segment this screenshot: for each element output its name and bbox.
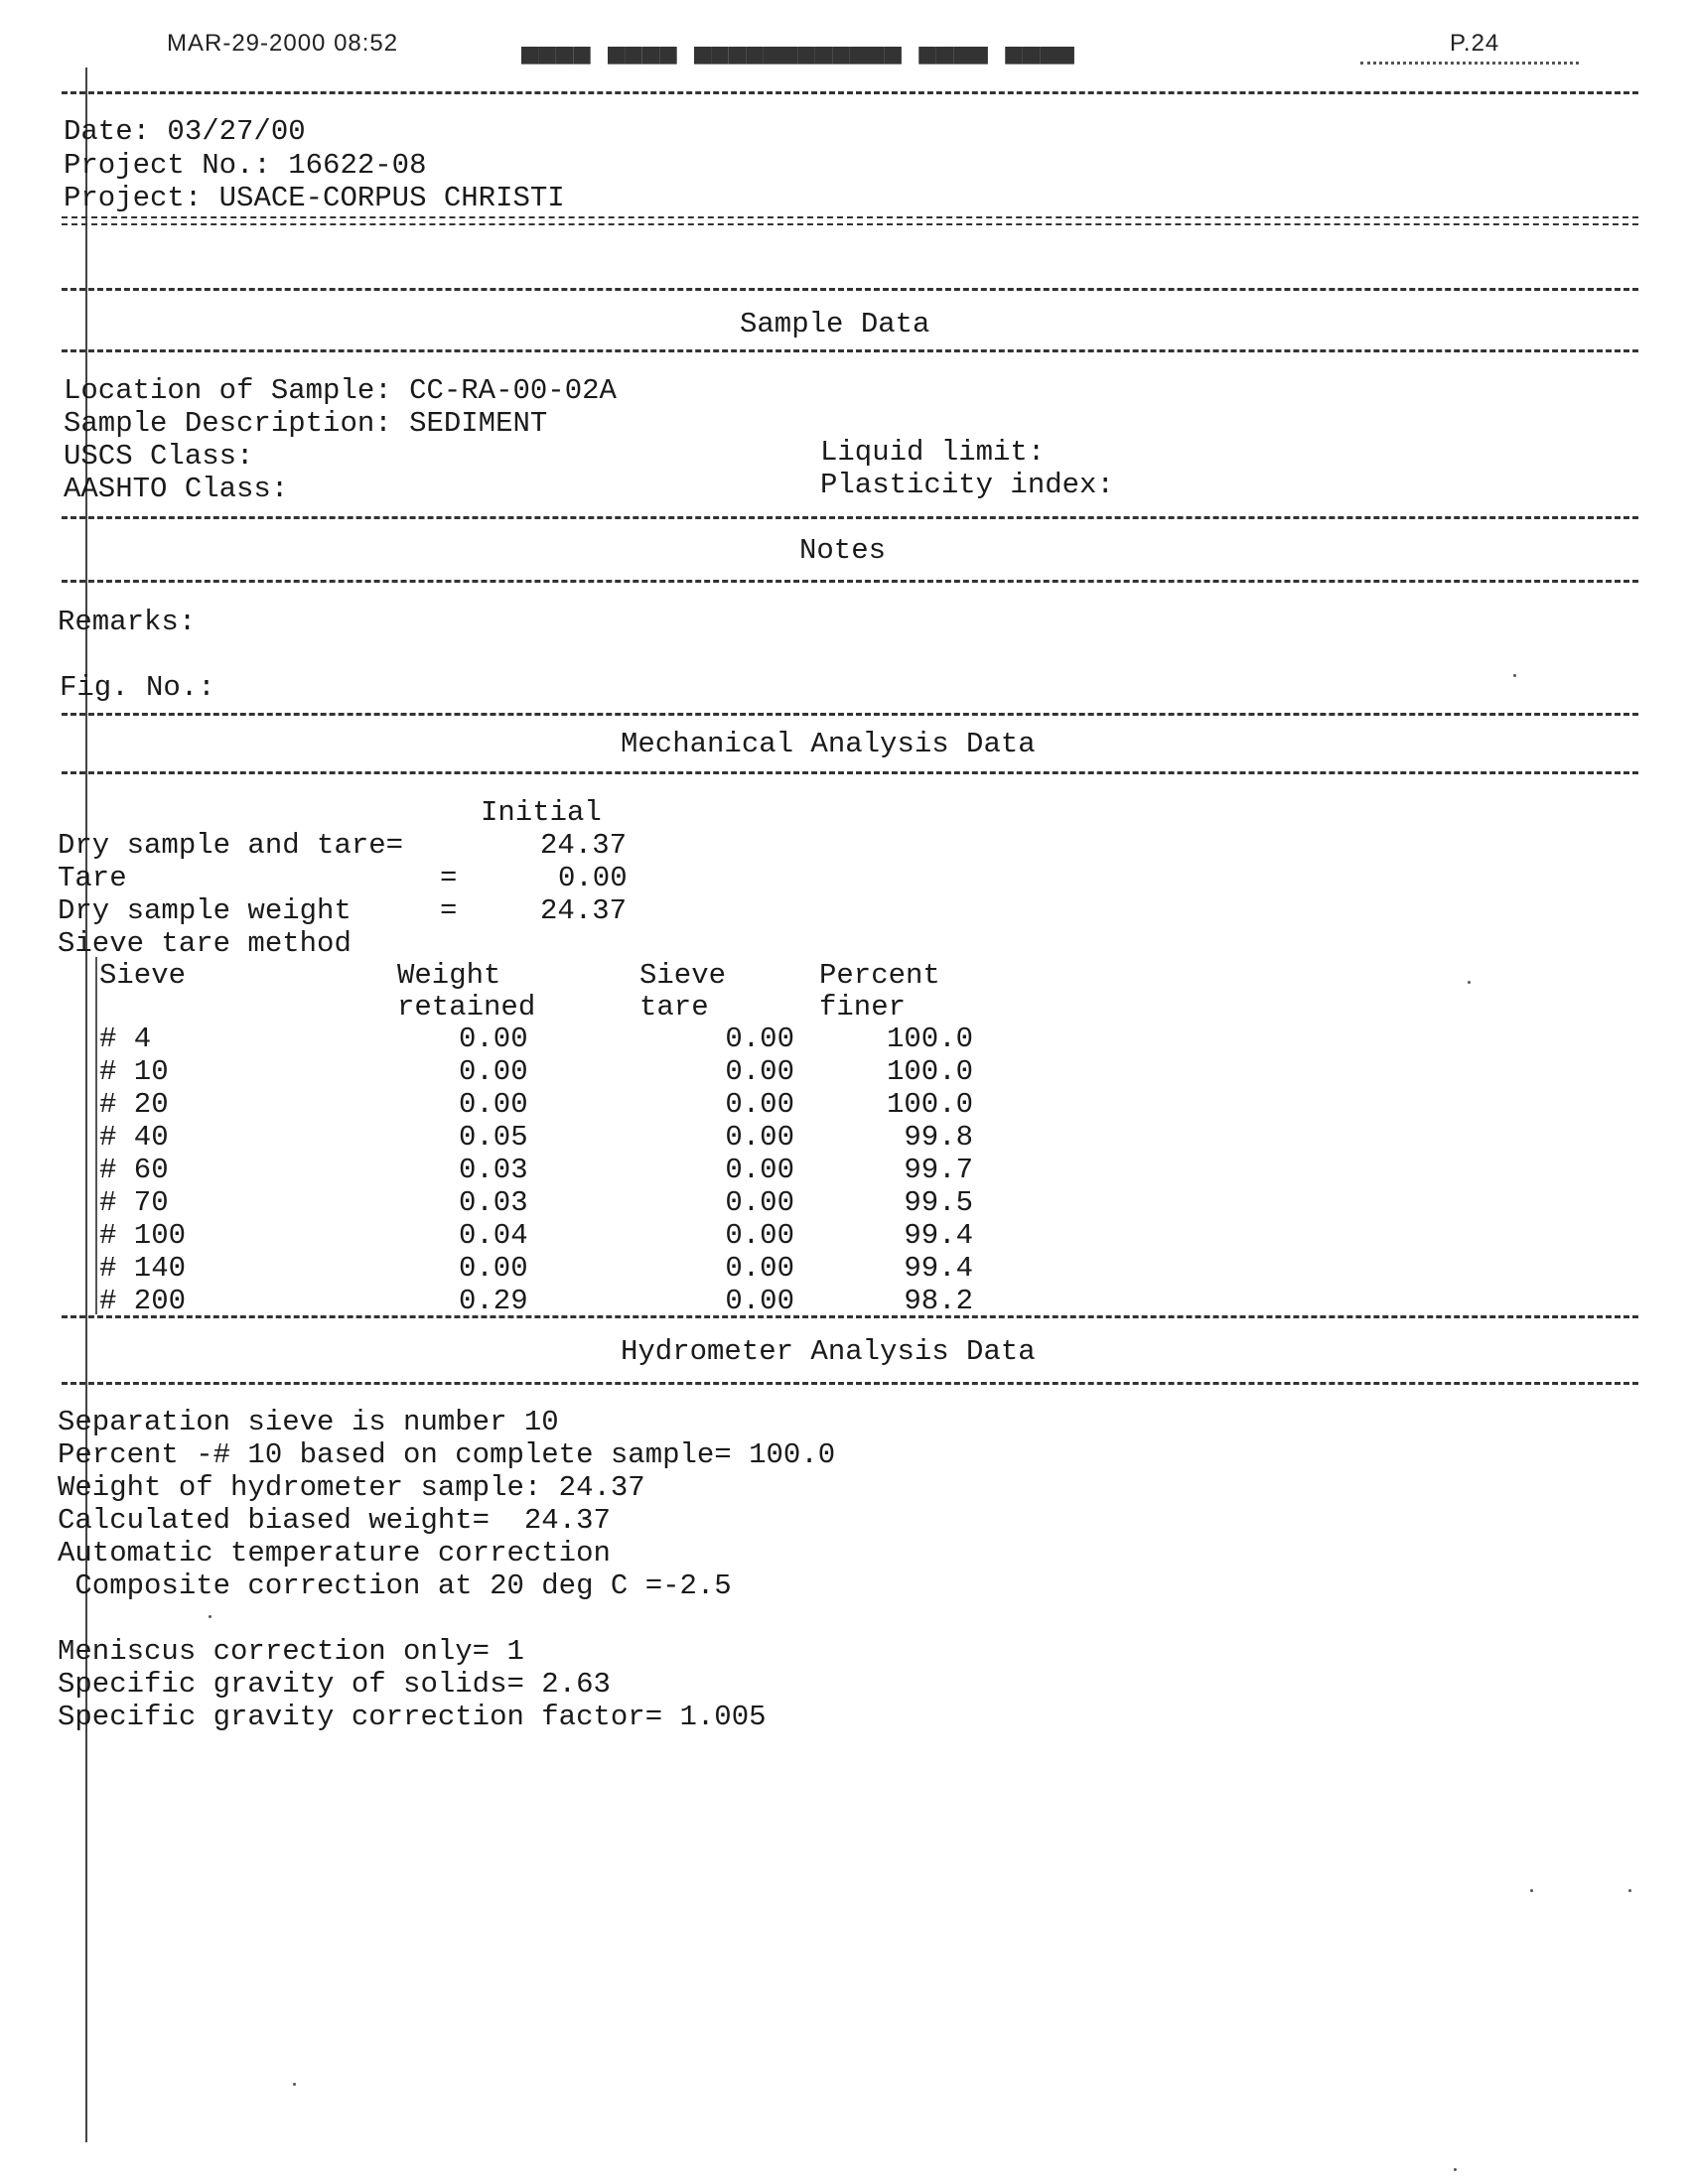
project-value: USACE-CORPUS CHRISTI [218,182,565,214]
separator [62,288,1638,291]
dry-weight-value: 24.37 [540,894,628,927]
cutoff-title-remnant: ▄▄▄▄ ▄▄▄▄ ▄▄▄▄▄▄▄▄▄▄▄▄ ▄▄▄▄ ▄▄▄▄ [521,32,1074,65]
finer-cell: 100.0 [886,1088,973,1121]
table-row [99,1285,973,1317]
finer-cell: 99.4 [904,1252,973,1285]
table-row [99,1154,973,1186]
tare-cell: 0.00 [725,1219,794,1252]
uscs-line: USCS Class: [64,440,254,473]
dry-weight-label: Dry sample weight [58,894,352,927]
hydrometer-line: Composite correction at 20 deg C =-2.5 [58,1570,732,1602]
location-value: CC-RA-00-02A [409,374,617,407]
weight-cell: 0.00 [459,1252,528,1285]
hydrometer-line: Weight of hydrometer sample: 24.37 [58,1471,645,1504]
sieve-cell: # 4 [99,1023,152,1055]
fax-page-number: P.24 [1450,30,1500,57]
weight-cell: 0.05 [459,1121,528,1154]
col-header-weight-1: Weight [397,959,501,992]
project-no-value: 16622-08 [288,149,427,182]
sieve-cell: # 70 [99,1186,169,1219]
separator [62,1315,1638,1318]
table-row [99,1252,973,1285]
scan-speck [1468,981,1471,984]
col-header-finer-1: Percent [819,959,940,992]
scan-speck [1628,1889,1631,1892]
mechanical-heading: Mechanical Analysis Data [621,728,1036,760]
finer-cell: 99.7 [904,1154,973,1186]
weight-cell: 0.29 [459,1285,528,1317]
sieve-cell: # 140 [99,1252,187,1285]
finer-cell: 100.0 [886,1055,973,1088]
separator [62,771,1638,774]
finer-cell: 98.2 [904,1285,973,1317]
cutoff-header-remnant [1360,62,1579,65]
hydrometer-line: Automatic temperature correction [58,1537,611,1570]
sieve-table [99,1023,973,1317]
col-header-finer-2: finer [819,991,907,1024]
tare-cell: 0.00 [725,1252,794,1285]
sieve-cell: # 10 [99,1055,169,1088]
sieve-cell: # 200 [99,1285,187,1317]
sieve-cell: # 20 [99,1088,169,1121]
col-header-weight-2: retained [397,991,536,1024]
col-header-tare-1: Sieve [639,959,727,992]
tare-label: Tare [58,862,127,894]
plasticity-line: Plasticity index: [820,469,1114,501]
hydrometer-heading: Hydrometer Analysis Data [621,1335,1036,1368]
fig-no-line: Fig. No.: [60,671,215,704]
weight-cell: 0.00 [459,1023,528,1055]
table-row [99,1219,973,1252]
table-row [99,1186,973,1219]
tare-value: 0.00 [558,862,628,894]
separator [62,580,1638,583]
scan-speck [1530,1889,1533,1892]
separator [62,516,1638,519]
separator [62,1382,1638,1385]
dry-weight-equals: = [440,894,458,927]
hydrometer-line: Specific gravity of solids= 2.63 [58,1668,611,1701]
finer-cell: 99.4 [904,1219,973,1252]
double-separator [62,216,1638,225]
tare-cell: 0.00 [725,1055,794,1088]
aashto-line: AASHTO Class: [64,473,289,505]
notes-heading: Notes [799,534,887,567]
location-line: Location of Sample: CC-RA-00-02A [64,374,617,407]
weight-cell: 0.00 [459,1055,528,1088]
dry-tare-label: Dry sample and tare= [58,829,404,862]
dry-tare-value: 24.37 [540,829,628,862]
tare-cell: 0.00 [725,1088,794,1121]
project-no-line: Project No.: 16622-08 [64,149,427,182]
weight-cell: 0.04 [459,1219,528,1252]
hydrometer-line [58,1602,835,1635]
weight-cell: 0.00 [459,1088,528,1121]
sample-data-heading: Sample Data [740,308,930,341]
tare-cell: 0.00 [725,1121,794,1154]
hydrometer-line: Separation sieve is number 10 [58,1406,559,1438]
hydrometer-line: Percent -# 10 based on complete sample= 100.0 [58,1438,836,1471]
scan-speck [293,2083,296,2086]
finer-cell: 99.8 [904,1121,973,1154]
table-row [99,1088,973,1121]
weight-cell: 0.03 [459,1186,528,1219]
separator [62,713,1638,716]
tare-equals: = [440,862,458,894]
sieve-cell: # 60 [99,1154,169,1186]
date-value: 03/27/00 [167,115,306,148]
fax-timestamp: MAR-29-2000 08:52 [167,30,399,57]
table-row [99,1121,973,1154]
hydrometer-line: Calculated biased weight= 24.37 [58,1504,611,1537]
sieve-cell: # 40 [99,1121,169,1154]
sieve-method-line: Sieve tare method [58,927,352,960]
finer-cell: 99.5 [904,1186,973,1219]
date-line: Date: 03/27/00 [64,115,306,148]
sieve-cell: # 100 [99,1219,187,1252]
finer-cell: 100.0 [886,1023,973,1055]
hydrometer-line: Specific gravity correction factor= 1.005 [58,1701,767,1733]
description-value: SEDIMENT [409,407,548,440]
scan-speck [209,1615,212,1618]
tare-cell: 0.00 [725,1186,794,1219]
scan-speck [1454,2168,1457,2171]
hydrometer-line: Meniscus correction only= 1 [58,1635,524,1668]
separator [62,349,1638,352]
table-row [99,1055,973,1088]
tare-cell: 0.00 [725,1285,794,1317]
col-header-sieve: Sieve [99,959,187,992]
liquid-limit-line: Liquid limit: [820,436,1046,469]
description-line: Sample Description: SEDIMENT [64,407,548,440]
scan-speck [1513,674,1516,677]
initial-label: Initial [481,796,602,829]
col-header-tare-2: tare [639,991,709,1024]
tare-cell: 0.00 [725,1154,794,1186]
project-line: Project: USACE-CORPUS CHRISTI [64,182,565,214]
separator [62,91,1638,94]
table-row [99,1023,973,1055]
hydrometer-lines [58,1406,835,1733]
table-margin-line [95,957,97,1314]
tare-cell: 0.00 [725,1023,794,1055]
remarks-line: Remarks: [58,606,197,638]
weight-cell: 0.03 [459,1154,528,1186]
